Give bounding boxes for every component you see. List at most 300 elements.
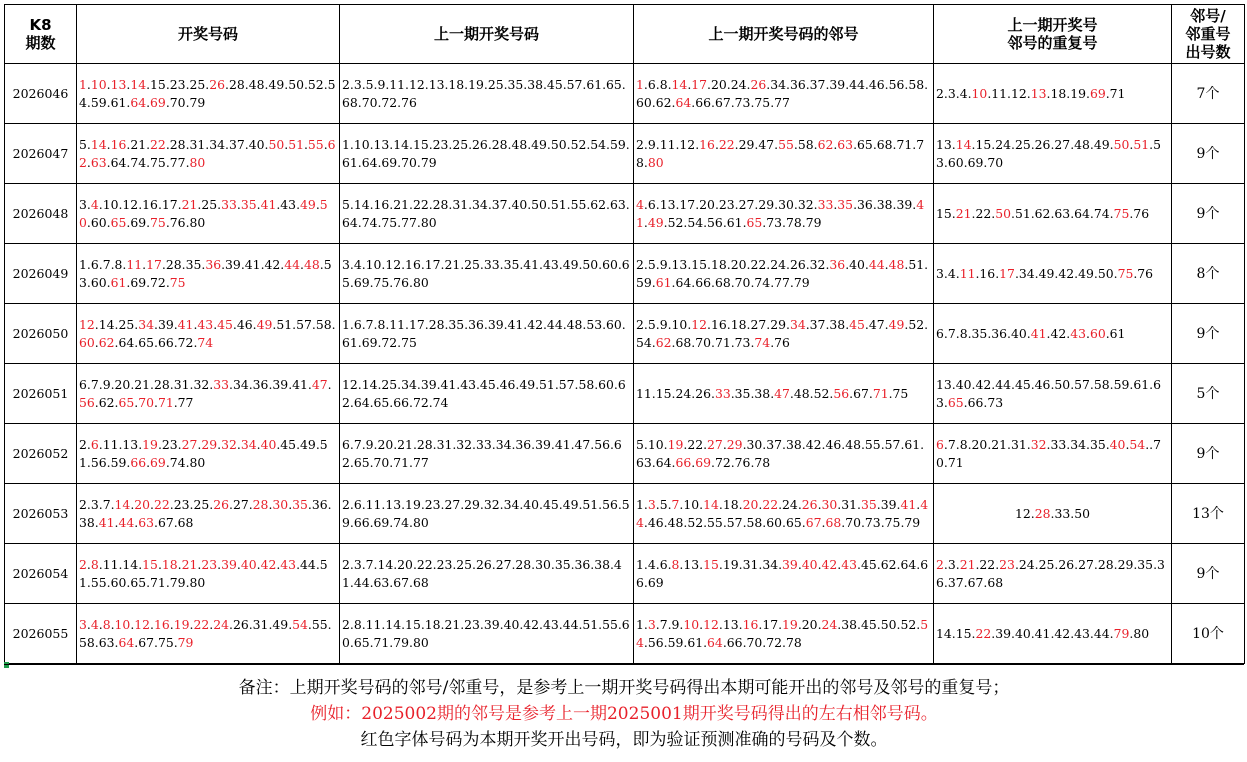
number: 56 bbox=[647, 634, 664, 650]
dot-separator: . bbox=[770, 334, 775, 350]
number: 1 bbox=[79, 76, 87, 92]
number: 13 bbox=[671, 256, 688, 272]
number: 2 bbox=[79, 496, 87, 512]
number: 33 bbox=[213, 376, 229, 392]
number: 23 bbox=[161, 436, 178, 452]
dot-separator: . bbox=[782, 514, 786, 530]
dot-separator: . bbox=[758, 496, 763, 512]
dot-separator: . bbox=[991, 205, 996, 221]
number: 55 bbox=[307, 136, 324, 152]
dot-separator: . bbox=[943, 436, 948, 452]
number: 75 bbox=[892, 385, 909, 401]
dot-separator: . bbox=[683, 514, 688, 530]
dot-separator: . bbox=[663, 214, 668, 230]
dot-separator: . bbox=[1093, 265, 1098, 281]
number: 52 bbox=[813, 385, 830, 401]
dot-separator: . bbox=[722, 214, 727, 230]
number: 67 bbox=[967, 574, 984, 590]
number: 34 bbox=[1018, 265, 1035, 281]
dot-separator: . bbox=[695, 136, 700, 152]
header-count bbox=[1172, 5, 1245, 64]
number: 70 bbox=[845, 514, 861, 530]
number: 36 bbox=[829, 256, 846, 272]
dot-separator: . bbox=[288, 496, 293, 512]
number: 25 bbox=[193, 496, 210, 512]
dot-separator: . bbox=[797, 616, 802, 632]
number: 7 bbox=[90, 376, 99, 392]
period-cell: 2026053 bbox=[5, 484, 77, 544]
number: 21 bbox=[991, 436, 1008, 452]
dot-separator: . bbox=[916, 496, 921, 512]
number: 65 bbox=[785, 514, 802, 530]
number: 32 bbox=[809, 256, 826, 272]
number: 22 bbox=[762, 496, 779, 512]
number: 12 bbox=[122, 196, 139, 212]
repeat-numbers-cell bbox=[934, 604, 1172, 664]
dot-separator: . bbox=[837, 556, 842, 572]
dot-separator: . bbox=[789, 385, 794, 401]
dot-separator: . bbox=[703, 436, 708, 452]
number: 33 bbox=[221, 196, 237, 212]
number: 65 bbox=[138, 334, 154, 350]
dot-separator: . bbox=[671, 385, 676, 401]
dot-separator: . bbox=[1125, 436, 1130, 452]
number: 26 bbox=[695, 385, 711, 401]
dot-separator: . bbox=[718, 616, 723, 632]
dot-separator: . bbox=[845, 316, 850, 332]
dot-separator: . bbox=[955, 556, 960, 572]
number: 40 bbox=[1011, 325, 1027, 341]
number: 72 bbox=[150, 274, 166, 290]
dot-separator: . bbox=[323, 136, 328, 152]
number: 36 bbox=[311, 496, 328, 512]
dot-separator: . bbox=[983, 394, 988, 410]
dot-separator: . bbox=[896, 556, 901, 572]
number: 50 bbox=[79, 196, 328, 230]
dot-separator: . bbox=[643, 436, 648, 452]
number: 76 bbox=[1133, 205, 1150, 221]
dot-separator: . bbox=[1070, 505, 1075, 521]
number: 64 bbox=[675, 94, 692, 110]
number: 31 bbox=[1011, 436, 1027, 452]
number: 39 bbox=[896, 196, 913, 212]
dot-separator: . bbox=[955, 325, 960, 341]
dot-separator: . bbox=[98, 616, 103, 632]
number: 1 bbox=[636, 76, 644, 92]
dot-separator: . bbox=[1050, 136, 1055, 152]
dot-separator: . bbox=[1105, 325, 1110, 341]
number: 24 bbox=[782, 496, 798, 512]
number: 80 bbox=[189, 454, 206, 470]
dot-separator: . bbox=[94, 316, 99, 332]
draw-numbers-cell bbox=[77, 244, 340, 304]
dot-separator: . bbox=[264, 76, 269, 92]
dot-separator: . bbox=[86, 94, 91, 110]
dot-separator: . bbox=[774, 196, 779, 212]
number: 39 bbox=[880, 496, 897, 512]
dot-separator: . bbox=[643, 154, 648, 170]
number: 75 bbox=[1117, 265, 1134, 281]
dot-separator: . bbox=[683, 436, 688, 452]
number: 71 bbox=[157, 394, 174, 410]
dot-separator: . bbox=[284, 76, 289, 92]
dot-separator: . bbox=[643, 76, 648, 92]
dot-separator: . bbox=[177, 556, 182, 572]
dot-separator: . bbox=[943, 394, 948, 410]
number: 64 bbox=[655, 454, 672, 470]
lottery-table bbox=[4, 4, 1245, 664]
header-count-text: 邻号/ 邻重号 出号数 bbox=[1185, 7, 1231, 61]
number: 8 bbox=[114, 256, 123, 272]
dot-separator: . bbox=[663, 436, 668, 452]
dot-separator: . bbox=[726, 316, 731, 332]
dot-separator: . bbox=[126, 154, 131, 170]
number: 27 bbox=[1078, 556, 1094, 572]
number: 39 bbox=[157, 316, 174, 332]
dot-separator: . bbox=[793, 136, 798, 152]
number: 51 bbox=[276, 316, 293, 332]
number: 43 bbox=[280, 196, 297, 212]
dot-separator: . bbox=[1109, 625, 1114, 641]
number: 80 bbox=[189, 154, 206, 170]
dot-separator: . bbox=[86, 274, 91, 290]
dot-separator: . bbox=[165, 214, 170, 230]
number: 74 bbox=[1093, 205, 1110, 221]
number: 38 bbox=[876, 196, 893, 212]
number: 8 bbox=[659, 76, 668, 92]
dot-separator: . bbox=[691, 385, 696, 401]
table-row bbox=[5, 124, 1245, 184]
number: 41 bbox=[1034, 625, 1051, 641]
dot-separator: . bbox=[98, 436, 103, 452]
dot-separator: . bbox=[734, 196, 739, 212]
dot-separator: . bbox=[118, 436, 123, 452]
number: 24 bbox=[213, 616, 229, 632]
number: 55 bbox=[707, 514, 723, 530]
number: 31 bbox=[173, 376, 190, 392]
number: 20 bbox=[114, 376, 131, 392]
number: 31 bbox=[841, 496, 858, 512]
dot-separator: . bbox=[153, 334, 158, 350]
dot-separator: . bbox=[256, 196, 261, 212]
number: 74 bbox=[754, 334, 771, 350]
number: 29 bbox=[726, 436, 743, 452]
number: 69 bbox=[695, 454, 711, 470]
dot-separator: . bbox=[703, 214, 708, 230]
number: 29 bbox=[738, 136, 755, 152]
dot-separator: . bbox=[857, 556, 861, 572]
dot-separator: . bbox=[785, 316, 790, 332]
dot-separator: . bbox=[782, 634, 786, 650]
dot-separator: . bbox=[943, 574, 948, 590]
dot-separator: . bbox=[943, 154, 948, 170]
dot-separator: . bbox=[766, 316, 771, 332]
dot-separator: . bbox=[801, 514, 806, 530]
dot-separator: . bbox=[232, 316, 237, 332]
number: 41 bbox=[900, 496, 917, 512]
dot-separator: . bbox=[217, 196, 222, 212]
number: 58 bbox=[797, 136, 814, 152]
number: 69 bbox=[150, 454, 166, 470]
number: 74 bbox=[197, 334, 214, 350]
header-draw bbox=[77, 5, 340, 64]
dot-separator: . bbox=[1074, 556, 1079, 572]
number: 48 bbox=[248, 76, 265, 92]
dot-separator: . bbox=[1050, 205, 1055, 221]
dot-separator: . bbox=[86, 214, 91, 230]
number: 69 bbox=[967, 154, 984, 170]
number: 71 bbox=[896, 136, 913, 152]
prev-numbers-cell: 5.14.16.21.22.28.31.34.37.40.50.51.55.62.63.64.74.75.77.80 bbox=[340, 184, 634, 244]
draw-numbers-cell bbox=[77, 184, 340, 244]
dot-separator: . bbox=[1014, 556, 1019, 572]
period-cell: 2026052 bbox=[5, 424, 77, 484]
dot-separator: . bbox=[189, 376, 194, 392]
neighbor-numbers-cell bbox=[634, 184, 934, 244]
number: 71 bbox=[872, 385, 889, 401]
header-prev-text: 上一期开奖号码 bbox=[433, 25, 539, 43]
dot-separator: . bbox=[967, 436, 972, 452]
number: 51 bbox=[79, 436, 328, 470]
number: 30 bbox=[272, 496, 289, 512]
number: 77 bbox=[774, 94, 790, 110]
number: 13 bbox=[110, 76, 127, 92]
dot-separator: . bbox=[1014, 265, 1019, 281]
dot-separator: . bbox=[896, 496, 901, 512]
dot-separator: . bbox=[146, 76, 151, 92]
number: 79 bbox=[169, 574, 186, 590]
number: 31 bbox=[189, 136, 206, 152]
dot-separator: . bbox=[971, 625, 976, 641]
number: 64 bbox=[707, 634, 723, 650]
table-row bbox=[5, 304, 1245, 364]
dot-separator: . bbox=[738, 616, 743, 632]
dot-separator: . bbox=[703, 634, 708, 650]
dot-separator: . bbox=[864, 316, 869, 332]
number: 73 bbox=[864, 514, 881, 530]
hit-count-cell: 9个 bbox=[1172, 304, 1245, 364]
number: 41 bbox=[244, 256, 261, 272]
number: 16 bbox=[154, 616, 170, 632]
dot-separator: . bbox=[1085, 325, 1090, 341]
number: 40 bbox=[801, 556, 818, 572]
number: 29 bbox=[758, 196, 775, 212]
period-cell: 2026054 bbox=[5, 544, 77, 604]
period-cell: 2026055 bbox=[5, 604, 77, 664]
number: 26 bbox=[213, 496, 229, 512]
number: 3 bbox=[90, 496, 99, 512]
dot-separator: . bbox=[169, 496, 174, 512]
number: 57 bbox=[726, 514, 743, 530]
number: 50 bbox=[880, 616, 897, 632]
number: 4 bbox=[947, 265, 956, 281]
number: 9 bbox=[102, 376, 111, 392]
number: 59 bbox=[667, 634, 684, 650]
dot-separator: . bbox=[288, 616, 293, 632]
number: 43 bbox=[1070, 325, 1086, 341]
dot-separator: . bbox=[687, 76, 692, 92]
dot-separator: . bbox=[857, 616, 861, 632]
number: 59 bbox=[1113, 376, 1130, 392]
number: 57 bbox=[296, 316, 312, 332]
dot-separator: . bbox=[94, 634, 99, 650]
number: 9 bbox=[647, 136, 656, 152]
number: 41 bbox=[260, 196, 277, 212]
number: 11 bbox=[126, 256, 143, 272]
dot-separator: . bbox=[667, 316, 672, 332]
number: 28 bbox=[165, 256, 182, 272]
dot-separator: . bbox=[272, 316, 277, 332]
number: 31 bbox=[252, 616, 269, 632]
number: 68 bbox=[987, 574, 1004, 590]
dot-separator: . bbox=[197, 556, 202, 572]
dot-separator: . bbox=[691, 334, 696, 350]
dot-separator: . bbox=[789, 274, 794, 290]
number: 28 bbox=[1097, 556, 1114, 572]
number: 26 bbox=[232, 616, 249, 632]
dot-separator: . bbox=[86, 136, 91, 152]
dot-separator: . bbox=[924, 256, 929, 272]
number: 12 bbox=[134, 616, 151, 632]
number: 47 bbox=[868, 316, 885, 332]
number: 79 bbox=[805, 214, 822, 230]
dot-separator: . bbox=[327, 496, 332, 512]
number: 25 bbox=[1014, 136, 1031, 152]
dot-separator: . bbox=[319, 256, 324, 272]
number: 39 bbox=[225, 256, 241, 272]
number: 19 bbox=[1070, 85, 1086, 101]
dot-separator: . bbox=[742, 214, 747, 230]
dot-separator: . bbox=[991, 136, 996, 152]
repeat-numbers-cell bbox=[934, 364, 1172, 424]
dot-separator: . bbox=[1066, 325, 1071, 341]
dot-separator: . bbox=[943, 556, 948, 572]
number: 11 bbox=[659, 136, 676, 152]
dot-separator: . bbox=[173, 316, 178, 332]
number: 2 bbox=[636, 256, 644, 272]
number: 71 bbox=[714, 334, 731, 350]
dot-separator: . bbox=[1129, 205, 1134, 221]
number: 4 bbox=[636, 196, 644, 212]
number: 56 bbox=[707, 214, 723, 230]
dot-separator: . bbox=[710, 334, 715, 350]
number: 44 bbox=[995, 376, 1011, 392]
dot-separator: . bbox=[813, 136, 818, 152]
number: 70 bbox=[936, 436, 1161, 470]
dot-separator: . bbox=[130, 496, 135, 512]
number: 51 bbox=[908, 256, 925, 272]
number: 42 bbox=[975, 376, 992, 392]
header-period bbox=[5, 5, 77, 64]
number: 80 bbox=[1133, 625, 1150, 641]
number: 49 bbox=[256, 316, 273, 332]
dot-separator: . bbox=[209, 376, 214, 392]
number: 20 bbox=[711, 76, 727, 92]
dot-separator: . bbox=[943, 265, 948, 281]
number: 64 bbox=[118, 634, 135, 650]
number: 35 bbox=[837, 196, 854, 212]
number: 43 bbox=[280, 556, 297, 572]
dot-separator: . bbox=[244, 76, 249, 92]
number: 37 bbox=[809, 76, 826, 92]
dot-separator: . bbox=[1109, 205, 1114, 221]
dot-separator: . bbox=[860, 436, 865, 452]
number: 62 bbox=[880, 556, 897, 572]
dot-separator: . bbox=[955, 85, 960, 101]
dot-separator: . bbox=[864, 76, 869, 92]
number: 12 bbox=[1015, 505, 1031, 521]
number: 75 bbox=[754, 94, 771, 110]
dot-separator: . bbox=[833, 136, 838, 152]
dot-separator: . bbox=[1050, 505, 1055, 521]
dot-separator: . bbox=[94, 514, 99, 530]
number: 33 bbox=[714, 385, 731, 401]
number: 51 bbox=[1014, 205, 1031, 221]
dot-separator: . bbox=[1030, 625, 1035, 641]
number: 51 bbox=[79, 556, 328, 590]
dot-separator: . bbox=[193, 334, 198, 350]
number: 65 bbox=[110, 214, 127, 230]
dot-separator: . bbox=[892, 136, 897, 152]
dot-separator: . bbox=[782, 214, 786, 230]
dot-separator: . bbox=[86, 454, 91, 470]
dot-separator: . bbox=[995, 265, 1000, 281]
dot-separator: . bbox=[825, 76, 830, 92]
dot-separator: . bbox=[888, 385, 893, 401]
dot-separator: . bbox=[114, 514, 119, 530]
dot-separator: . bbox=[833, 196, 838, 212]
dot-separator: . bbox=[315, 436, 320, 452]
number: 34 bbox=[770, 76, 786, 92]
number: 79 bbox=[1113, 625, 1130, 641]
dot-separator: . bbox=[679, 616, 684, 632]
dot-separator: . bbox=[276, 556, 281, 572]
dot-separator: . bbox=[762, 214, 767, 230]
number: 53 bbox=[79, 256, 332, 290]
number: 16 bbox=[699, 136, 715, 152]
dot-separator: . bbox=[213, 316, 218, 332]
number: 13 bbox=[1030, 85, 1047, 101]
dot-separator: . bbox=[292, 316, 297, 332]
number: 3 bbox=[79, 196, 87, 212]
number: 10 bbox=[647, 436, 664, 452]
number: 59 bbox=[90, 94, 107, 110]
number: 24 bbox=[770, 256, 786, 272]
number: 79 bbox=[177, 634, 194, 650]
dot-separator: . bbox=[236, 556, 241, 572]
dot-separator: . bbox=[209, 496, 214, 512]
number: 39 bbox=[782, 556, 798, 572]
dot-separator: . bbox=[876, 556, 881, 572]
dot-separator: . bbox=[1089, 205, 1094, 221]
number: 14 bbox=[122, 556, 139, 572]
repeat-numbers-cell bbox=[934, 544, 1172, 604]
number: 76 bbox=[774, 334, 790, 350]
dot-separator: . bbox=[770, 94, 775, 110]
dot-separator: . bbox=[943, 85, 948, 101]
dot-separator: . bbox=[114, 316, 119, 332]
number: 49 bbox=[888, 316, 905, 332]
number: 23 bbox=[201, 556, 218, 572]
draw-numbers-cell bbox=[77, 484, 340, 544]
dot-separator: . bbox=[86, 76, 91, 92]
dot-separator: . bbox=[916, 556, 921, 572]
dot-separator: . bbox=[683, 634, 688, 650]
number: 2 bbox=[936, 556, 944, 572]
number: 50 bbox=[268, 136, 285, 152]
dot-separator: . bbox=[307, 616, 312, 632]
number: 27 bbox=[750, 316, 767, 332]
